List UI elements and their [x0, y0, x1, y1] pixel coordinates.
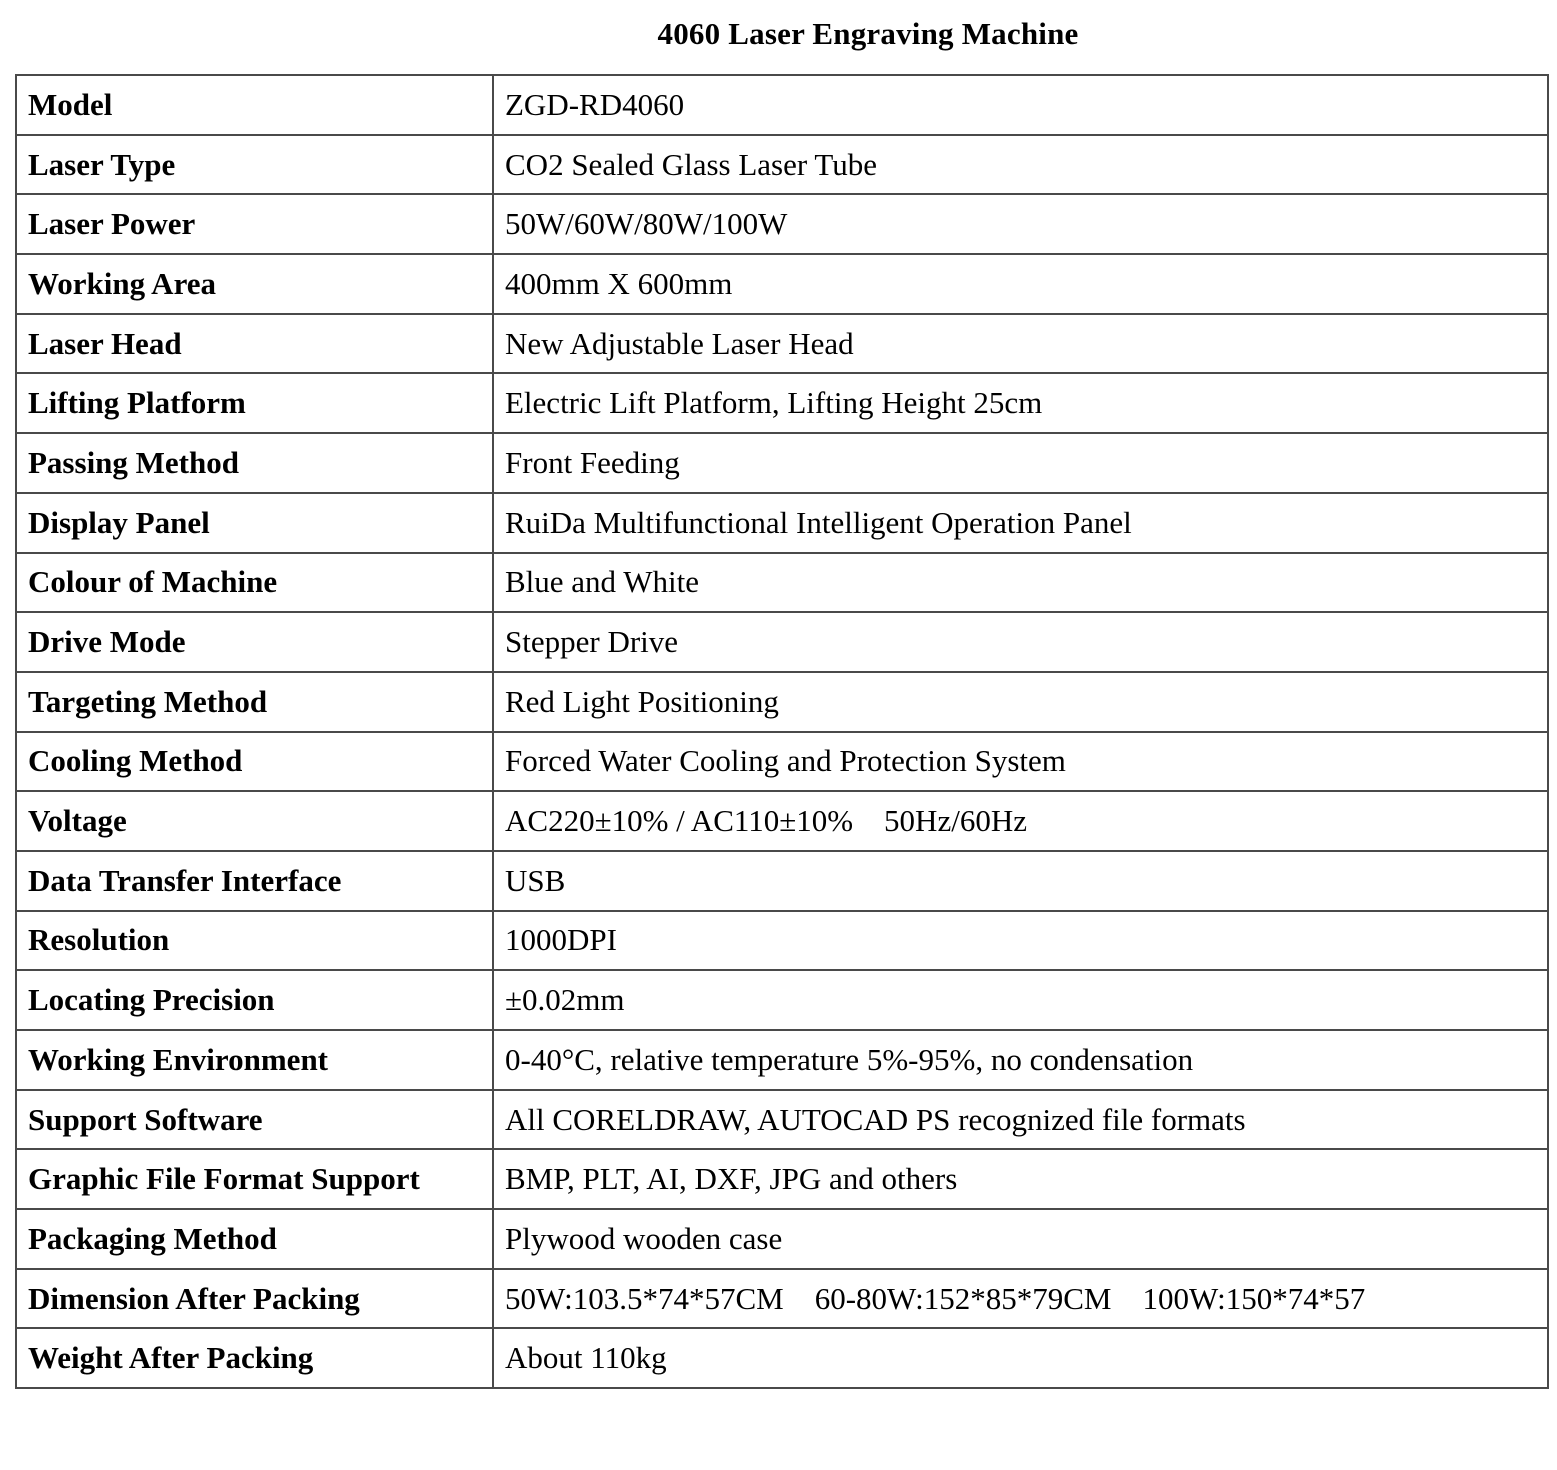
table-row: [16, 1030, 1548, 1090]
document-title: 4060 Laser Engraving Machine: [657, 16, 1079, 51]
spec-label: Laser Head: [16, 314, 493, 374]
table-row: [16, 732, 1548, 792]
table-row: [16, 314, 1548, 374]
spec-label: Laser Type: [16, 135, 493, 195]
spec-label: Targeting Method: [16, 672, 493, 732]
spec-label: Voltage: [16, 791, 493, 851]
table-row: [16, 1149, 1548, 1209]
spec-label: Resolution: [16, 911, 493, 971]
table-row: [16, 1209, 1548, 1269]
table-row: [16, 135, 1548, 195]
table-row: [16, 254, 1548, 314]
spec-value: Forced Water Cooling and Protection System: [493, 732, 1548, 792]
table-row: [16, 970, 1548, 1030]
spec-label: Display Panel: [16, 493, 493, 553]
spec-value: CO2 Sealed Glass Laser Tube: [493, 135, 1548, 195]
table-row: [16, 612, 1548, 672]
spec-value: All CORELDRAW, AUTOCAD PS recognized file formats: [493, 1090, 1548, 1150]
spec-value: 400mm X 600mm: [493, 254, 1548, 314]
spec-value: AC220±10% / AC110±10% 50Hz/60Hz: [493, 791, 1548, 851]
spec-value: Stepper Drive: [493, 612, 1548, 672]
spec-value: Plywood wooden case: [493, 1209, 1548, 1269]
table-row: [16, 75, 1548, 135]
spec-table-body: [16, 75, 1548, 1388]
spec-value: 50W/60W/80W/100W: [493, 194, 1548, 254]
spec-label: Weight After Packing: [16, 1328, 493, 1388]
table-row: [16, 1090, 1548, 1150]
table-row: [16, 911, 1548, 971]
spec-label: Packaging Method: [16, 1209, 493, 1269]
spec-label: Model: [16, 75, 493, 135]
spec-value: 0-40°C, relative temperature 5%-95%, no condensation: [493, 1030, 1548, 1090]
spec-label: Colour of Machine: [16, 553, 493, 613]
spec-table: [15, 74, 1549, 1389]
table-row: [16, 373, 1548, 433]
spec-value: RuiDa Multifunctional Intelligent Operation Panel: [493, 493, 1548, 553]
spec-label: Working Environment: [16, 1030, 493, 1090]
spec-value: ±0.02mm: [493, 970, 1548, 1030]
table-row: [16, 791, 1548, 851]
spec-value: ZGD-RD4060: [493, 75, 1548, 135]
spec-value: 1000DPI: [493, 911, 1548, 971]
table-row: [16, 672, 1548, 732]
spec-label: Laser Power: [16, 194, 493, 254]
table-row: [16, 851, 1548, 911]
spec-value: Electric Lift Platform, Lifting Height 25cm: [493, 373, 1548, 433]
table-row: [16, 194, 1548, 254]
spec-label: Cooling Method: [16, 732, 493, 792]
spec-value: Blue and White: [493, 553, 1548, 613]
spec-label: Passing Method: [16, 433, 493, 493]
spec-label: Graphic File Format Support: [16, 1149, 493, 1209]
table-row: [16, 1328, 1548, 1388]
spec-value: 50W:103.5*74*57CM 60-80W:152*85*79CM 100W:150*74*57: [493, 1269, 1548, 1329]
spec-label: Working Area: [16, 254, 493, 314]
table-row: [16, 1269, 1548, 1329]
spec-value: New Adjustable Laser Head: [493, 314, 1548, 374]
spec-label: Locating Precision: [16, 970, 493, 1030]
spec-label: Lifting Platform: [16, 373, 493, 433]
spec-value: About 110kg: [493, 1328, 1548, 1388]
spec-label: Drive Mode: [16, 612, 493, 672]
table-row: [16, 553, 1548, 613]
table-row: [16, 493, 1548, 553]
spec-value: USB: [493, 851, 1548, 911]
spec-label: Dimension After Packing: [16, 1269, 493, 1329]
spec-value: BMP, PLT, AI, DXF, JPG and others: [493, 1149, 1548, 1209]
spec-value: Red Light Positioning: [493, 672, 1548, 732]
table-row: [16, 433, 1548, 493]
spec-label: Data Transfer Interface: [16, 851, 493, 911]
spec-label: Support Software: [16, 1090, 493, 1150]
spec-value: Front Feeding: [493, 433, 1548, 493]
